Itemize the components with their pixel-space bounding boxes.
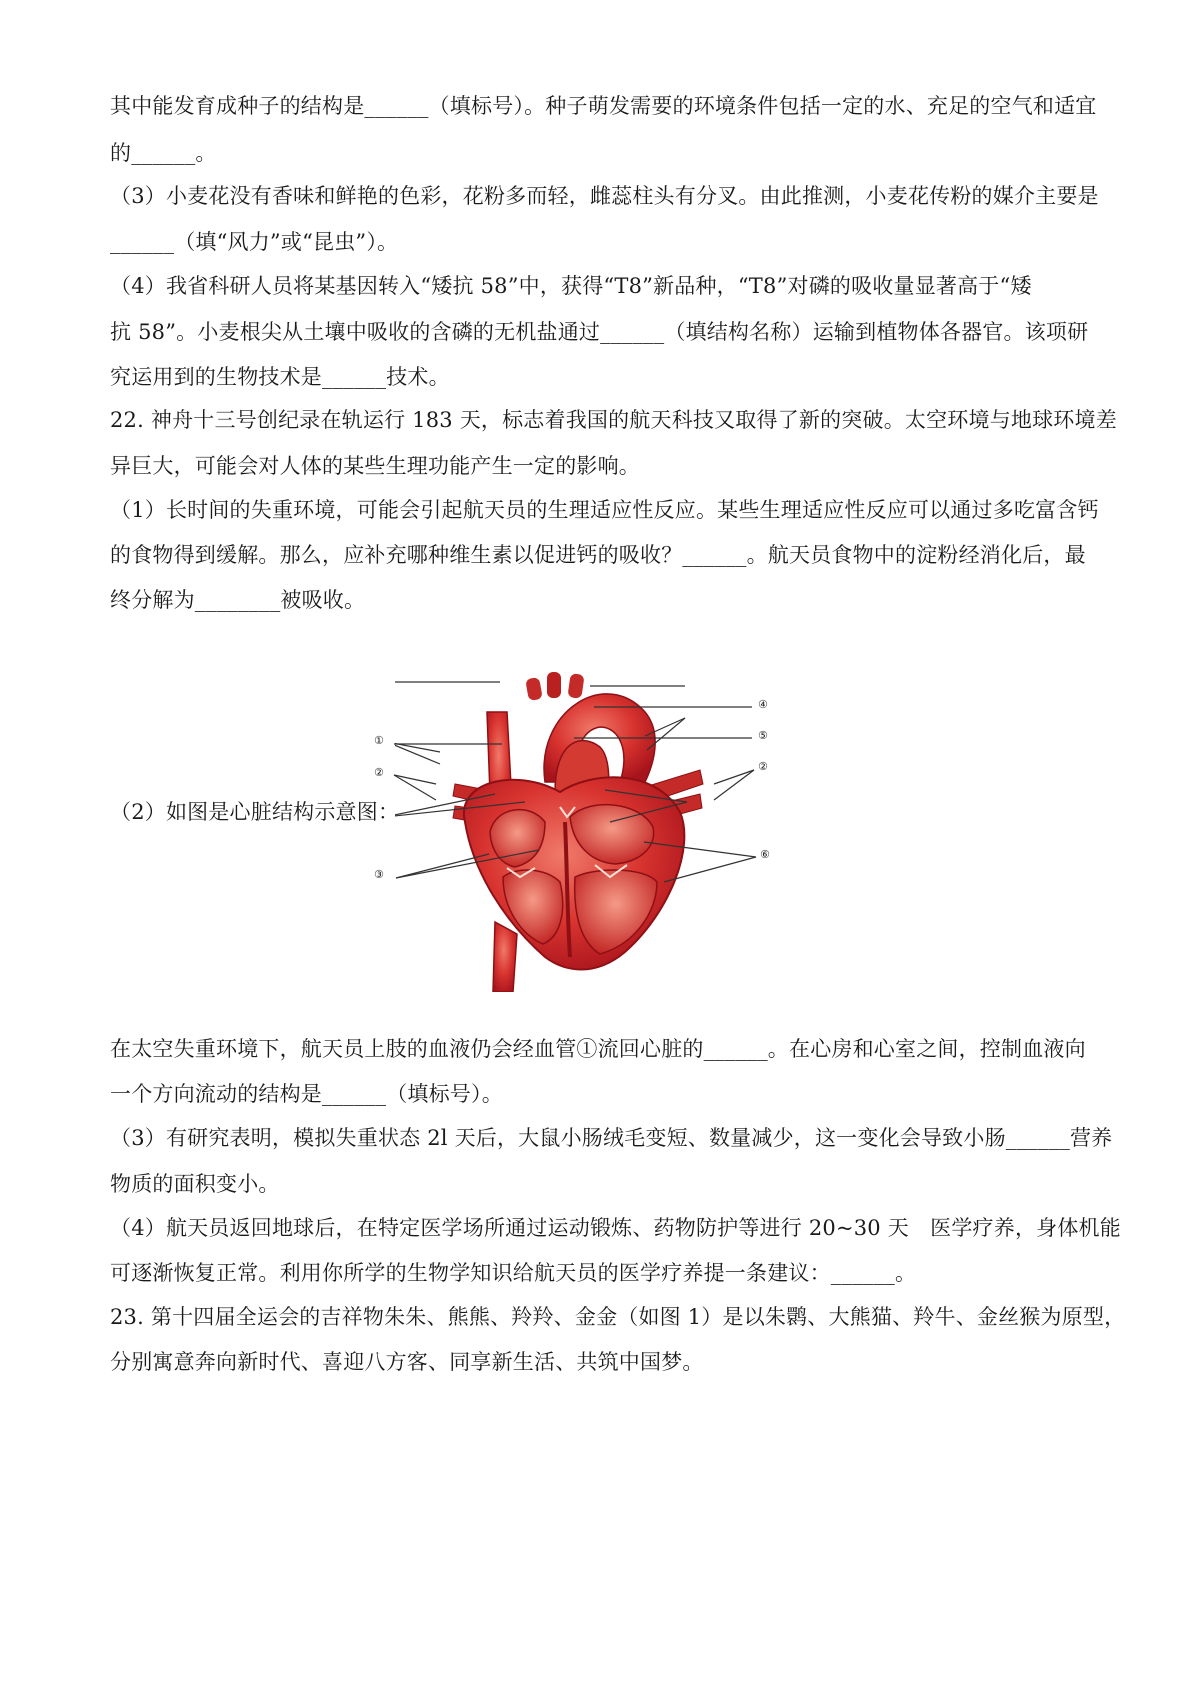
question-22-stem: 22. 神舟十三号创纪录在轨运行 183 天，标志着我国的航天科技又取得了新的突破。太空环境与地球环境差	[110, 408, 1117, 432]
text-line: （1）长时间的失重环境，可能会引起航天员的生理适应性反应。某些生理适应性反应可以通过多吃富含钙	[110, 498, 1099, 522]
text-line: 的______。	[110, 141, 217, 165]
text-line: 究运用到的生物技术是______技术。	[110, 365, 450, 389]
label-3: ③	[374, 868, 384, 881]
figure-caption: （2）如图是心脏结构示意图：	[110, 800, 400, 824]
label-1: ①	[374, 734, 384, 747]
text-line: 可逐渐恢复正常。利用你所学的生物学知识给航天员的医学疗养提一条建议：______。	[110, 1261, 917, 1285]
text-line: 异巨大，可能会对人体的某些生理功能产生一定的影响。	[110, 454, 640, 478]
text-line: 分别寓意奔向新时代、喜迎八方客、同享新生活、共筑中国梦。	[110, 1350, 704, 1374]
text-line: 的食物得到缓解。那么，应补充哪种维生素以促进钙的吸收？______。航天员食物中的淀粉经消化后，最	[110, 543, 1086, 567]
text-line: ______（填“风力”或“昆虫”）。	[110, 230, 399, 254]
text-line: 其中能发育成种子的结构是______（填标号）。种子萌发需要的环境条件包括一定的水、充足的空气和适宜	[110, 94, 1097, 118]
label-2-right: ②	[758, 760, 768, 773]
text-line: （4）航天员返回地球后，在特定医学场所通过运动锻炼、药物防护等进行 20~30 天 医学疗养，身体机能	[110, 1216, 1121, 1240]
text-line: 一个方向流动的结构是______（填标号）。	[110, 1082, 503, 1106]
text-line: 在太空失重环境下，航天员上肢的血液仍会经血管①流回心脏的______。在心房和心室之间，控制血液向	[110, 1037, 1086, 1061]
label-6: ⑥	[760, 848, 770, 861]
text-line: 抗 58”。小麦根尖从土壤中吸收的含磷的无机盐通过______（填结构名称）运输到植物体各器官。该项研	[110, 320, 1089, 344]
label-4: ④	[758, 698, 768, 711]
text-line: 物质的面积变小。	[110, 1172, 280, 1196]
question-23-stem: 23. 第十四届全运会的吉祥物朱朱、熊熊、羚羚、金金（如图 1）是以朱鹮、大熊猫、羚牛、金丝猴为原型，	[110, 1305, 1126, 1329]
label-2-left: ②	[374, 766, 384, 779]
label-lines	[374, 672, 814, 922]
label-5: ⑤	[758, 729, 768, 742]
text-line: （4）我省科研人员将某基因转入“矮抗 58”中，获得“T8”新品种，“T8”对磷的吸收量显著高于“矮	[110, 274, 1032, 298]
heart-labels	[374, 672, 814, 922]
text-line: 终分解为________被吸收。	[110, 588, 366, 612]
text-line: （3）小麦花没有香味和鲜艳的色彩，花粉多而轻，雌蕊柱头有分叉。由此推测，小麦花传粉的媒介主要是	[110, 184, 1099, 208]
text-line: （3）有研究表明，模拟失重状态 2l 天后，大鼠小肠绒毛变短、数量减少，这一变化会导致小肠______营养	[110, 1126, 1113, 1150]
